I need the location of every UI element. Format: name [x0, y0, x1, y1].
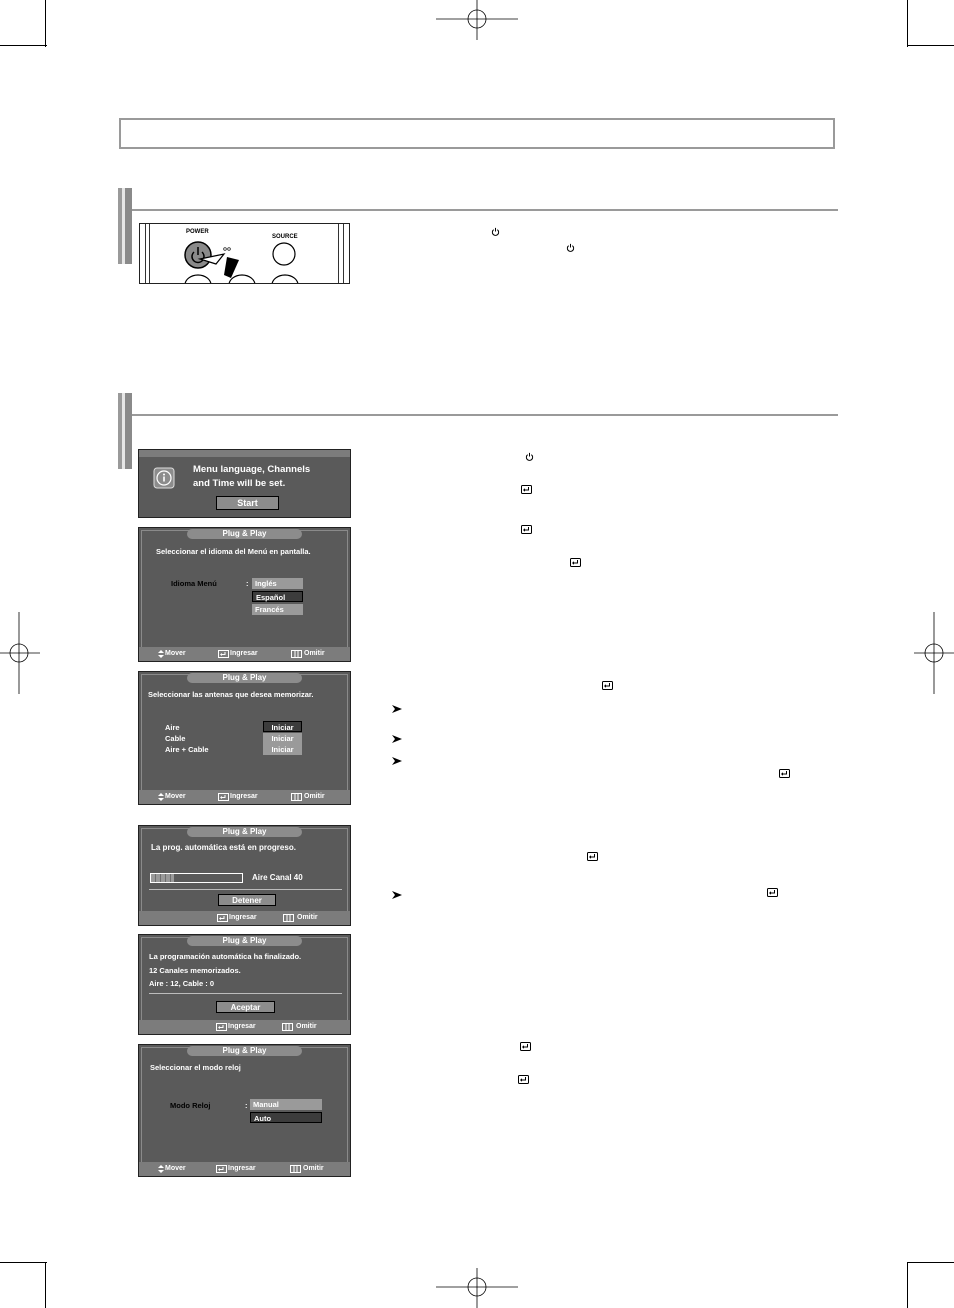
osd-clock-screen	[138, 1044, 351, 1177]
colon: :	[245, 1101, 248, 1110]
separator	[149, 889, 342, 890]
registration-mark-right	[914, 612, 954, 694]
registration-mark-left	[0, 612, 40, 694]
accept-button[interactable]: Aceptar	[216, 1001, 275, 1013]
welcome-line-2: and Time will be set.	[193, 478, 286, 489]
osd-footer	[139, 1020, 350, 1034]
skip-menu-icon	[283, 914, 294, 922]
enter-icon	[602, 681, 613, 690]
osd-prompt: Seleccionar las antenas que desea memorizar.	[148, 690, 314, 699]
footer-enter: Ingresar	[228, 1023, 256, 1030]
progress-fill	[151, 874, 174, 882]
finished-line-1: La programación automática ha finalizado.	[149, 952, 302, 961]
footer-skip: Omitir	[304, 650, 325, 657]
enter-icon	[570, 558, 581, 567]
osd-footer	[139, 911, 350, 925]
stop-button[interactable]: Detener	[218, 894, 276, 906]
enter-icon	[218, 793, 229, 801]
footer-move: Mover	[165, 793, 186, 800]
crop-mark	[907, 1262, 908, 1308]
language-option-ingles[interactable]: Inglés	[252, 578, 303, 589]
section-marker-power	[118, 188, 132, 264]
note-arrow-icon	[392, 705, 402, 713]
skip-menu-icon	[291, 793, 302, 801]
registration-mark-top	[436, 0, 518, 40]
crop-mark	[907, 45, 954, 46]
osd-header: Plug & Play	[187, 827, 302, 837]
enter-icon	[521, 485, 532, 494]
clock-option-manual[interactable]: Manual	[250, 1099, 322, 1110]
osd-prompt: Seleccionar el modo reloj	[150, 1063, 241, 1072]
osd-header: Plug & Play	[187, 673, 302, 683]
page-title-box	[119, 118, 835, 149]
enter-icon	[518, 1075, 529, 1084]
osd-language-screen	[138, 527, 351, 662]
enter-icon	[218, 650, 229, 658]
footer-enter: Ingresar	[228, 1165, 256, 1172]
crop-mark	[0, 1262, 47, 1263]
enter-icon	[216, 1023, 227, 1031]
antenna-label-cable: Cable	[165, 734, 186, 743]
enter-icon	[520, 1042, 531, 1051]
osd-prompt: La prog. automática está en progreso.	[151, 843, 296, 852]
antenna-label-aire: Aire	[165, 723, 180, 732]
skip-menu-icon	[290, 1165, 301, 1173]
crop-mark	[907, 0, 908, 47]
channel-status: Aire Canal 40	[252, 873, 303, 882]
menu-language-label: Idioma Menú	[171, 579, 217, 588]
footer-skip: Omitir	[296, 1023, 317, 1030]
footer-enter: Ingresar	[230, 793, 258, 800]
clock-option-auto[interactable]: Auto	[250, 1112, 322, 1123]
finished-line-3: Aire : 12, Cable : 0	[149, 979, 215, 988]
enter-icon	[779, 769, 790, 778]
info-icon	[153, 467, 175, 489]
progress-bar	[150, 873, 243, 883]
skip-menu-icon	[282, 1023, 293, 1031]
footer-skip: Omitir	[297, 914, 318, 921]
clock-mode-label: Modo Reloj	[170, 1101, 211, 1110]
separator	[149, 993, 342, 994]
skip-menu-icon	[291, 650, 302, 658]
footer-skip: Omitir	[303, 1165, 324, 1172]
remote-control-image	[139, 223, 350, 284]
osd-footer	[139, 647, 350, 661]
welcome-line-1: Menu language, Channels	[193, 464, 311, 475]
osd-footer	[139, 1162, 350, 1176]
source-label: SOURCE	[272, 234, 298, 240]
section-rule-plug-play	[132, 414, 838, 416]
section-marker-plug-play	[118, 393, 132, 469]
start-aire-cable-button[interactable]: Iniciar	[263, 744, 302, 755]
osd-header: Plug & Play	[187, 936, 302, 946]
enter-icon	[216, 1165, 227, 1173]
footer-enter: Ingresar	[229, 914, 257, 921]
move-arrows-icon	[158, 1165, 164, 1173]
power-button-illustration	[140, 224, 350, 284]
crop-mark	[0, 45, 47, 46]
footer-move: Mover	[165, 650, 186, 657]
osd-welcome-screen	[138, 449, 351, 518]
enter-icon	[217, 914, 228, 922]
move-arrows-icon	[158, 650, 164, 658]
footer-move: Mover	[165, 1165, 186, 1172]
finished-line-2: 12 Canales memorizados.	[149, 966, 241, 975]
footer-skip: Omitir	[304, 793, 325, 800]
osd-prompt: Seleccionar el idioma del Menú en pantalla.	[156, 547, 311, 556]
colon: :	[246, 579, 249, 588]
power-label: POWER	[186, 229, 209, 235]
start-button[interactable]: Start	[216, 496, 279, 510]
power-icon	[525, 452, 534, 461]
registration-mark-bottom	[436, 1268, 518, 1308]
osd-footer	[139, 790, 350, 804]
power-icon	[566, 243, 575, 252]
crop-mark	[45, 0, 46, 47]
language-option-espanol[interactable]: Español	[252, 591, 303, 602]
power-icon	[491, 227, 500, 236]
move-arrows-icon	[158, 793, 164, 801]
start-cable-button[interactable]: Iniciar	[263, 733, 302, 744]
osd-progress-screen	[138, 825, 351, 926]
enter-icon	[767, 888, 778, 897]
crop-mark	[907, 1262, 954, 1263]
osd-header: Plug & Play	[187, 529, 302, 539]
enter-icon	[521, 525, 532, 534]
note-arrow-icon	[392, 757, 402, 765]
osd-top-strip	[139, 450, 351, 457]
section-rule-power	[132, 209, 838, 211]
footer-enter: Ingresar	[230, 650, 258, 657]
crop-mark	[45, 1262, 46, 1308]
antenna-label-aire-cable: Aire + Cable	[165, 745, 209, 754]
osd-header: Plug & Play	[187, 1046, 302, 1056]
osd-finished-screen	[138, 934, 351, 1035]
note-arrow-icon	[392, 735, 402, 743]
note-arrow-icon	[392, 891, 402, 899]
enter-icon	[587, 852, 598, 861]
start-aire-button[interactable]: Iniciar	[263, 721, 302, 732]
language-option-frances[interactable]: Francés	[252, 604, 303, 615]
osd-antenna-screen	[138, 671, 351, 805]
